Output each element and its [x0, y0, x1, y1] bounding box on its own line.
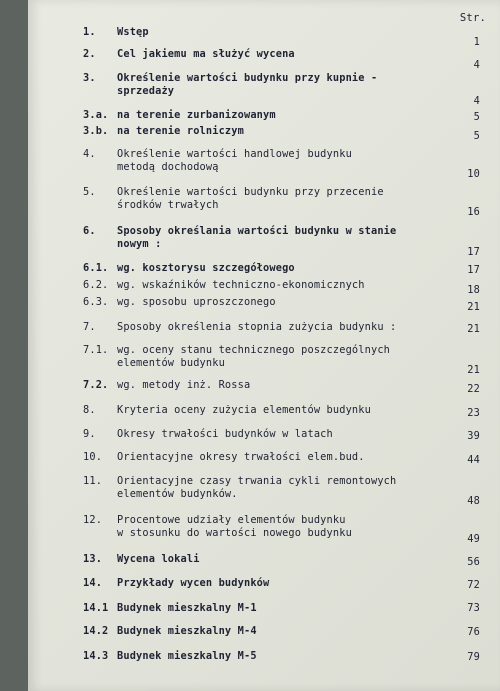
toc-entry-page: 17: [467, 246, 480, 258]
toc-entry-number: 10.: [83, 451, 103, 463]
toc-entry-page: 21: [467, 364, 480, 376]
toc-entry-title: Budynek mieszkalny M-1: [117, 602, 257, 614]
toc-entry-page: 73: [467, 602, 480, 614]
toc-entry-page: 21: [467, 323, 480, 335]
toc-entry-number: 1.: [83, 26, 96, 38]
toc-entry-page: 4: [473, 59, 480, 71]
toc-entry-title: Określenie wartości budynku przy kupnie - sprzedaży: [117, 72, 378, 97]
toc-entry-page: 44: [467, 454, 480, 466]
toc-entry-number: 6.2.: [83, 279, 109, 291]
toc-entry-number: 6.1.: [83, 262, 109, 274]
toc-entry-page: 56: [467, 556, 480, 568]
toc-entry-number: 6.3.: [83, 296, 109, 308]
toc-entry-title: Cel jakiemu ma służyć wycena: [117, 48, 295, 60]
toc-entry-title: Określenie wartości budynku przy przecenie środków trwałych: [117, 186, 384, 211]
toc-entry-number: 7.: [83, 321, 96, 333]
toc-entry-page: 5: [473, 111, 480, 123]
toc-entry-page: 16: [467, 206, 480, 218]
toc-entry-title: wg. metody inż. Rossa: [117, 379, 251, 391]
toc-entry-number: 3.b.: [83, 125, 109, 137]
toc-entry-title: na terenie zurbanizowanym: [117, 109, 276, 121]
toc-entry-page: 23: [467, 407, 480, 419]
toc-entry-number: 9.: [83, 428, 96, 440]
toc-entry-page: 10: [467, 168, 480, 180]
toc-entry-page: 22: [467, 383, 480, 395]
toc-entry-title: Okresy trwałości budynków w latach: [117, 428, 333, 440]
toc-entry-title: Orientacyjne czasy trwania cykli remontowych elementów budynków.: [117, 475, 397, 500]
toc-entry-page: 39: [467, 430, 480, 442]
toc-entry-title: Sposoby określania wartości budynku w stanie nowym :: [117, 225, 397, 250]
toc-entry-page: 76: [467, 626, 480, 638]
toc-entry-number: 11.: [83, 475, 103, 487]
toc-entry-number: 14.1: [83, 602, 109, 614]
toc-entry-title: Procentowe udziały elementów budynku w stosunku do wartości nowego budynku: [117, 514, 352, 539]
toc-entry-page: 1: [473, 36, 480, 48]
toc-entry-title: Określenie wartości handlowej budynku metodą dochodową: [117, 148, 352, 173]
toc-entry-title: Sposoby określenia stopnia zużycia budynku :: [117, 321, 397, 333]
toc-entry-title: Kryteria oceny zużycia elementów budynku: [117, 404, 371, 416]
toc-entry-page: 49: [467, 533, 480, 545]
toc-entry-title: Orientacyjne okresy trwałości elem.bud.: [117, 451, 365, 463]
toc-entry-number: 3.a.: [83, 109, 109, 121]
toc-entry-title: wg. wskaźników techniczno-ekonomicznych: [117, 279, 365, 291]
toc-entry-page: 17: [467, 264, 480, 276]
toc-entry-page: 4: [473, 95, 480, 107]
toc-entry-title: Wstęp: [117, 26, 149, 38]
toc-entry-number: 14.3: [83, 650, 109, 662]
toc-entry-title: Przykłady wycen budynków: [117, 577, 270, 589]
toc-entry-number: 5.: [83, 186, 96, 198]
toc-entry-title: Budynek mieszkalny M-5: [117, 650, 257, 662]
toc-entry-number: 7.2.: [83, 379, 109, 391]
toc-entry-title: wg. sposobu uproszczonego: [117, 296, 276, 308]
document-page: [28, 0, 500, 691]
toc-entry-title: Wycena lokali: [117, 553, 200, 565]
toc-entry-page: 48: [467, 495, 480, 507]
toc-entry-number: 14.2: [83, 625, 109, 637]
toc-entry-page: 21: [467, 301, 480, 313]
toc-entry-number: 3.: [83, 72, 96, 84]
toc-entry-page: 5: [473, 130, 480, 142]
toc-entry-title: na terenie rolniczym: [117, 125, 244, 137]
toc-entry-number: 13.: [83, 553, 103, 565]
toc-entry-number: 7.1.: [83, 344, 109, 356]
toc-entry-title: wg. kosztorysu szczegółowego: [117, 262, 295, 274]
toc-entry-page: 79: [467, 651, 480, 663]
page-column-header: Str.: [459, 12, 486, 24]
toc-entry-title: Budynek mieszkalny M-4: [117, 625, 257, 637]
toc-entry-number: 8.: [83, 404, 96, 416]
toc-entry-page: 72: [467, 579, 480, 591]
toc-entry-title: wg. oceny stanu technicznego poszczególnych elementów budynku: [117, 344, 391, 369]
toc-entry-number: 2.: [83, 48, 96, 60]
toc-entry-number: 14.: [83, 577, 103, 589]
toc-entry-number: 12.: [83, 514, 103, 526]
toc-entry-number: 4.: [83, 148, 96, 160]
toc-entry-number: 6.: [83, 225, 96, 237]
toc-entry-page: 18: [467, 284, 480, 296]
